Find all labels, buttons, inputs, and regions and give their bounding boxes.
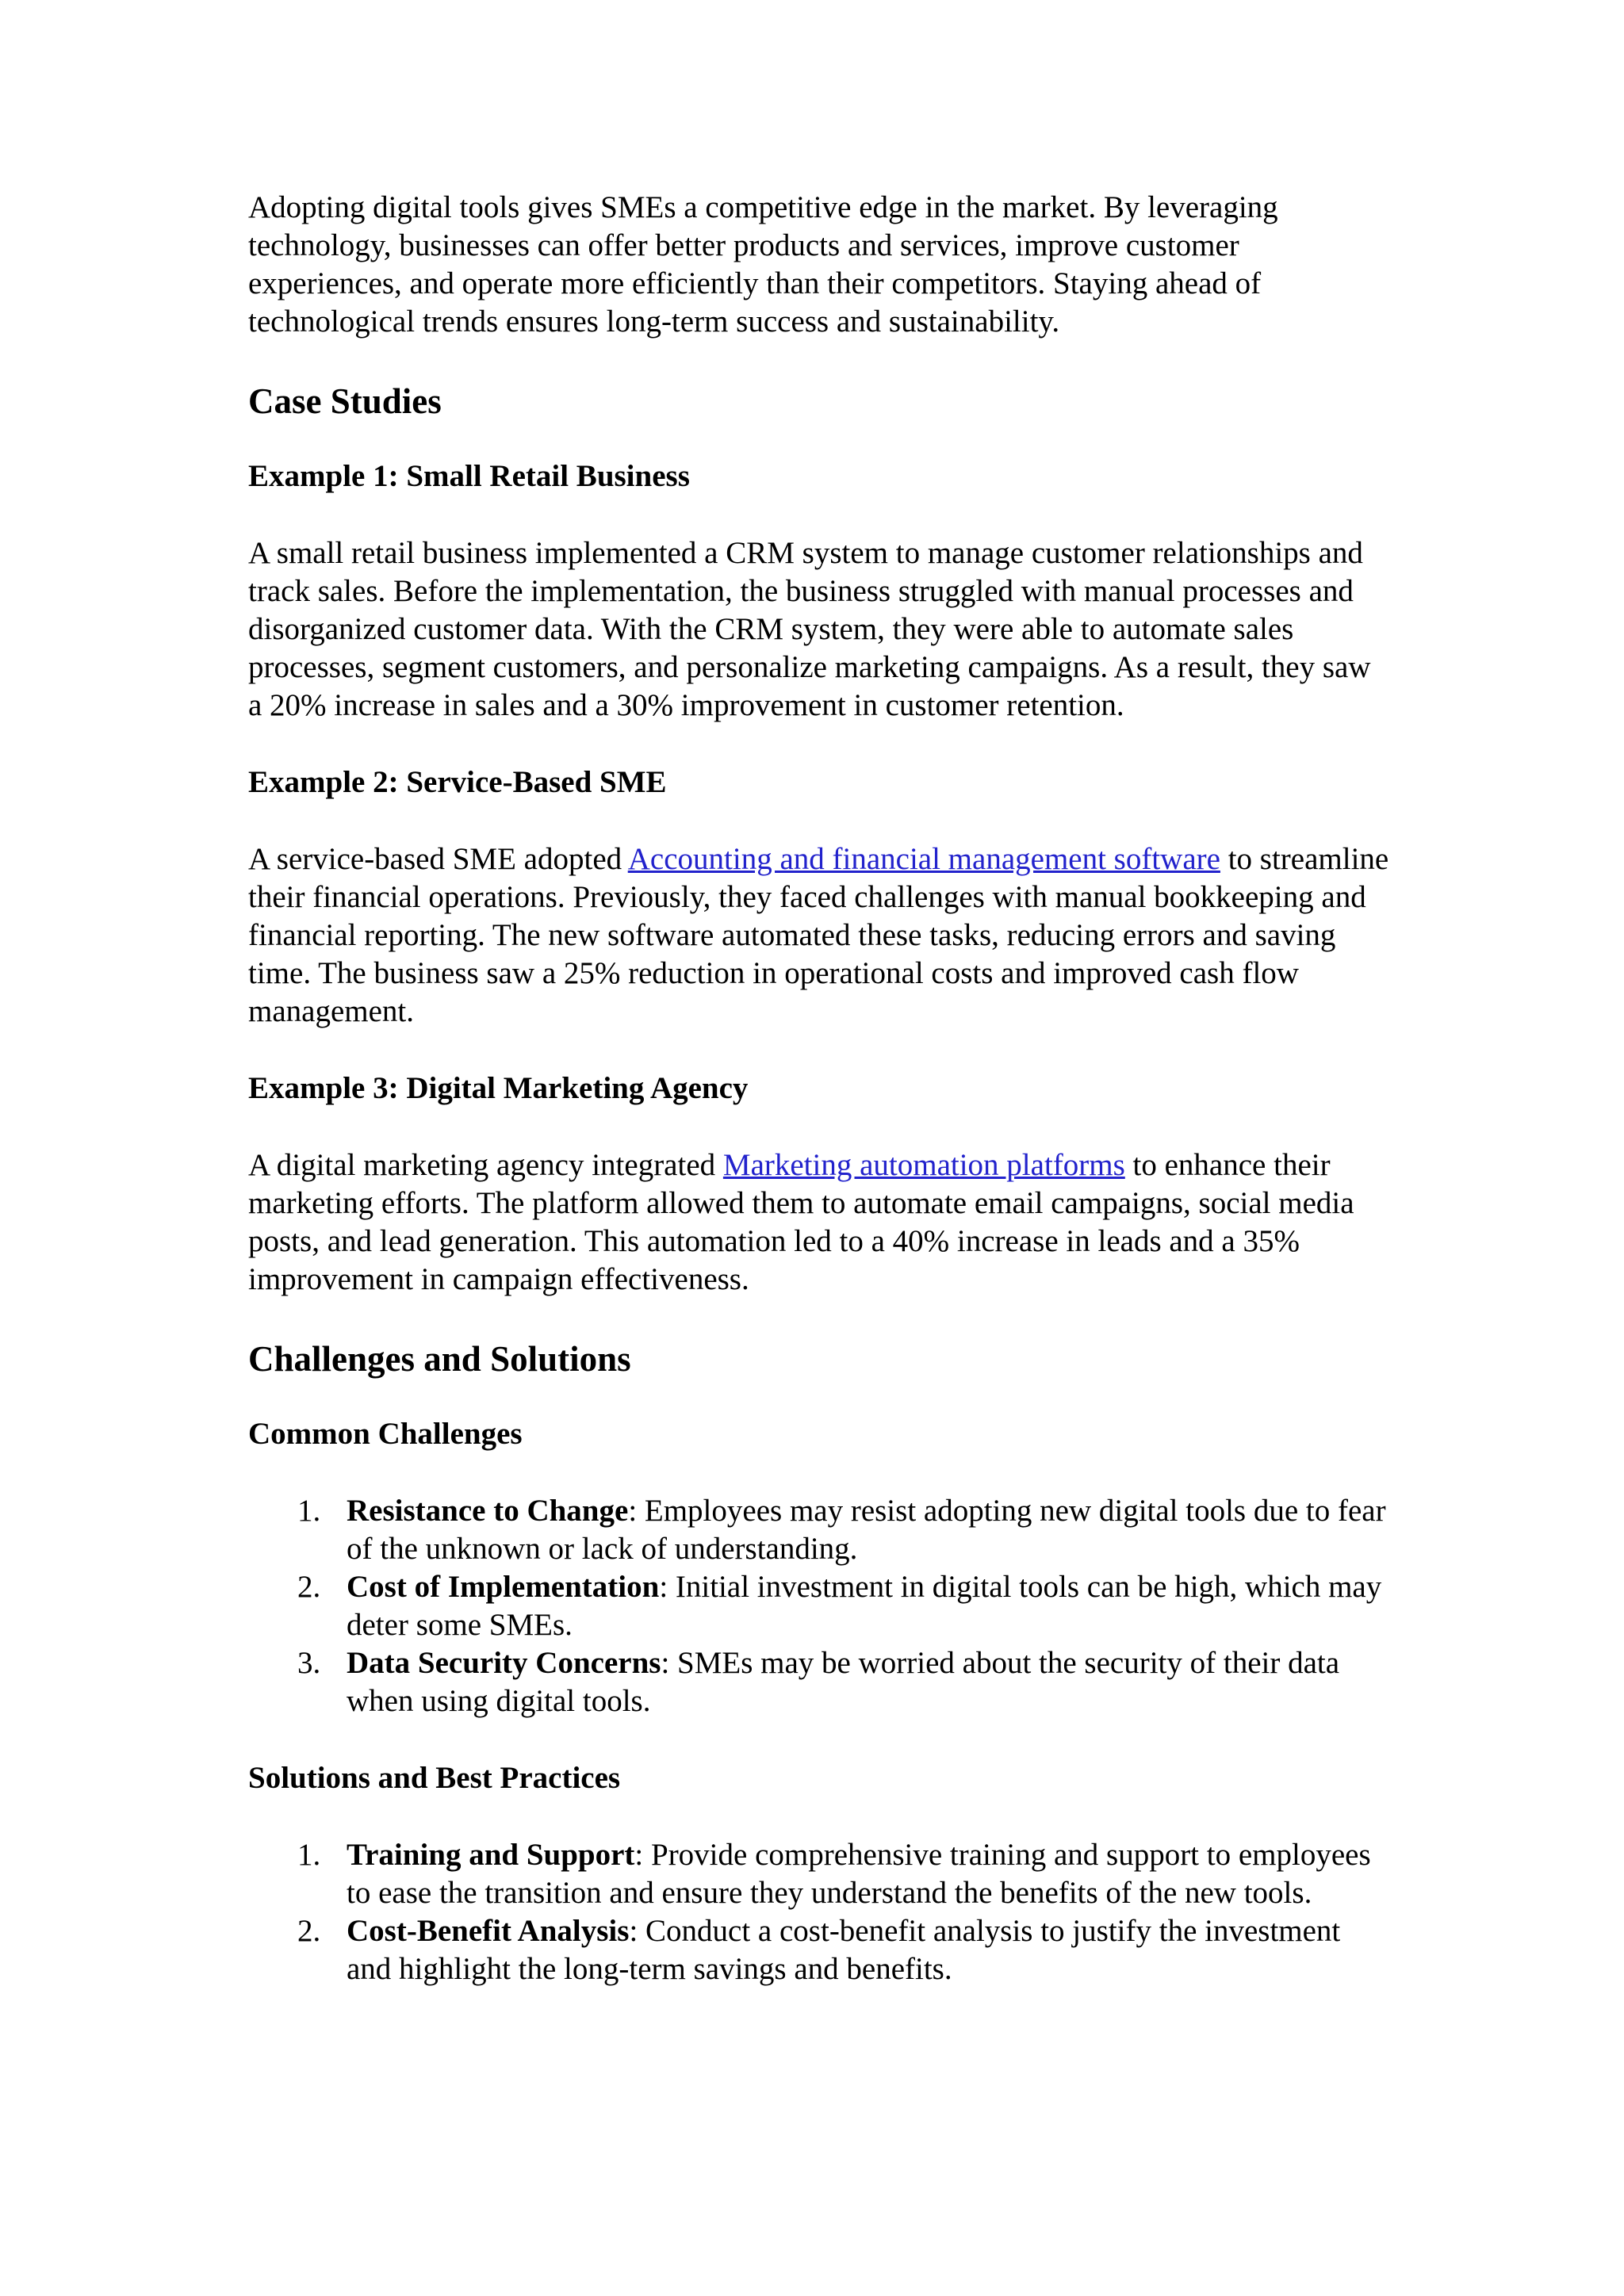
- solutions-list: [248, 1836, 1390, 1988]
- list-text: : Conduct a cost-benefit analysis to justify the investment and highlight the long-term savings and benefits.: [347, 1914, 1341, 1986]
- example-3-text-before: A digital marketing agency integrated: [248, 1148, 723, 1182]
- example-3-text-after: to enhance their marketing efforts. The platform allowed them to automate email campaigns, social media posts, and lead generation. This automation led to a 40% increase in leads and a 35% improvement in campaign effectiveness.: [248, 1148, 1354, 1296]
- list-item: [248, 1568, 1390, 1644]
- solutions-title: Solutions and Best Practices: [248, 1761, 621, 1795]
- list-number: 3.: [297, 1646, 321, 1680]
- list-item: [248, 1492, 1390, 1568]
- case-studies-heading: Case Studies: [248, 381, 442, 421]
- list-item: [248, 1836, 1390, 1912]
- document-page: [248, 189, 1390, 2027]
- list-number: 1.: [297, 1494, 321, 1528]
- marketing-automation-link[interactable]: Marketing automation platforms: [722, 1148, 1125, 1182]
- common-challenges-title: Common Challenges: [248, 1417, 523, 1451]
- example-1-paragraph: A small retail business implemented a CRM system to manage customer relationships and track sales. Before the implementation, the business struggled with manual processes and disorganized customer data. With the CRM system, they were able to automate sales processes, segment customers, and personalize marketing campaigns. As a result, they saw a 20% increase in sales and a 30% improvement in customer retention.: [248, 536, 1371, 722]
- list-text: : Employees may resist adopting new digital tools due to fear of the unknown or lack of understanding.: [347, 1494, 1386, 1566]
- list-text: : Provide comprehensive training and support to employees to ease the transition and ensure they understand the benefits of the new tools.: [347, 1838, 1371, 1910]
- list-text: : SMEs may be worried about the security of their data when using digital tools.: [347, 1646, 1340, 1718]
- list-number: 2.: [297, 1914, 321, 1948]
- challenges-heading: Challenges and Solutions: [248, 1339, 631, 1379]
- list-term: Resistance to Change: [347, 1494, 629, 1528]
- list-number: 1.: [297, 1838, 321, 1872]
- example-3-paragraph: [248, 1146, 1390, 1299]
- list-term: Data Security Concerns: [347, 1646, 661, 1680]
- example-2-text-before: A service-based SME adopted: [248, 842, 628, 876]
- example-3-title: Example 3: Digital Marketing Agency: [248, 1071, 749, 1105]
- example-2-text-after: to streamline their financial operations. Previously, they faced challenges with manual bookkeeping and financial reporting. The new software automated these tasks, reducing errors and saving time. The business saw a 25% reduction in operational costs and improved cash flow management.: [248, 842, 1389, 1028]
- list-term: Training and Support: [347, 1838, 635, 1872]
- list-number: 2.: [297, 1570, 321, 1604]
- accounting-software-link[interactable]: Accounting and financial management software: [627, 842, 1220, 876]
- list-term: Cost-Benefit Analysis: [347, 1914, 630, 1948]
- common-challenges-list: [248, 1492, 1390, 1720]
- example-1-title: Example 1: Small Retail Business: [248, 459, 690, 493]
- intro-paragraph: Adopting digital tools gives SMEs a competitive edge in the market. By leveraging technology, businesses can offer better products and services, improve customer experiences, and operate more efficiently than their competitors. Staying ahead of technological trends ensures long-term success and sustainability.: [248, 190, 1278, 339]
- list-item: [248, 1644, 1390, 1720]
- example-2-title: Example 2: Service-Based SME: [248, 765, 667, 799]
- example-2-paragraph: [248, 840, 1390, 1031]
- list-term: Cost of Implementation: [347, 1570, 660, 1604]
- list-text: : Initial investment in digital tools can be high, which may deter some SMEs.: [347, 1570, 1382, 1642]
- list-item: [248, 1912, 1390, 1988]
